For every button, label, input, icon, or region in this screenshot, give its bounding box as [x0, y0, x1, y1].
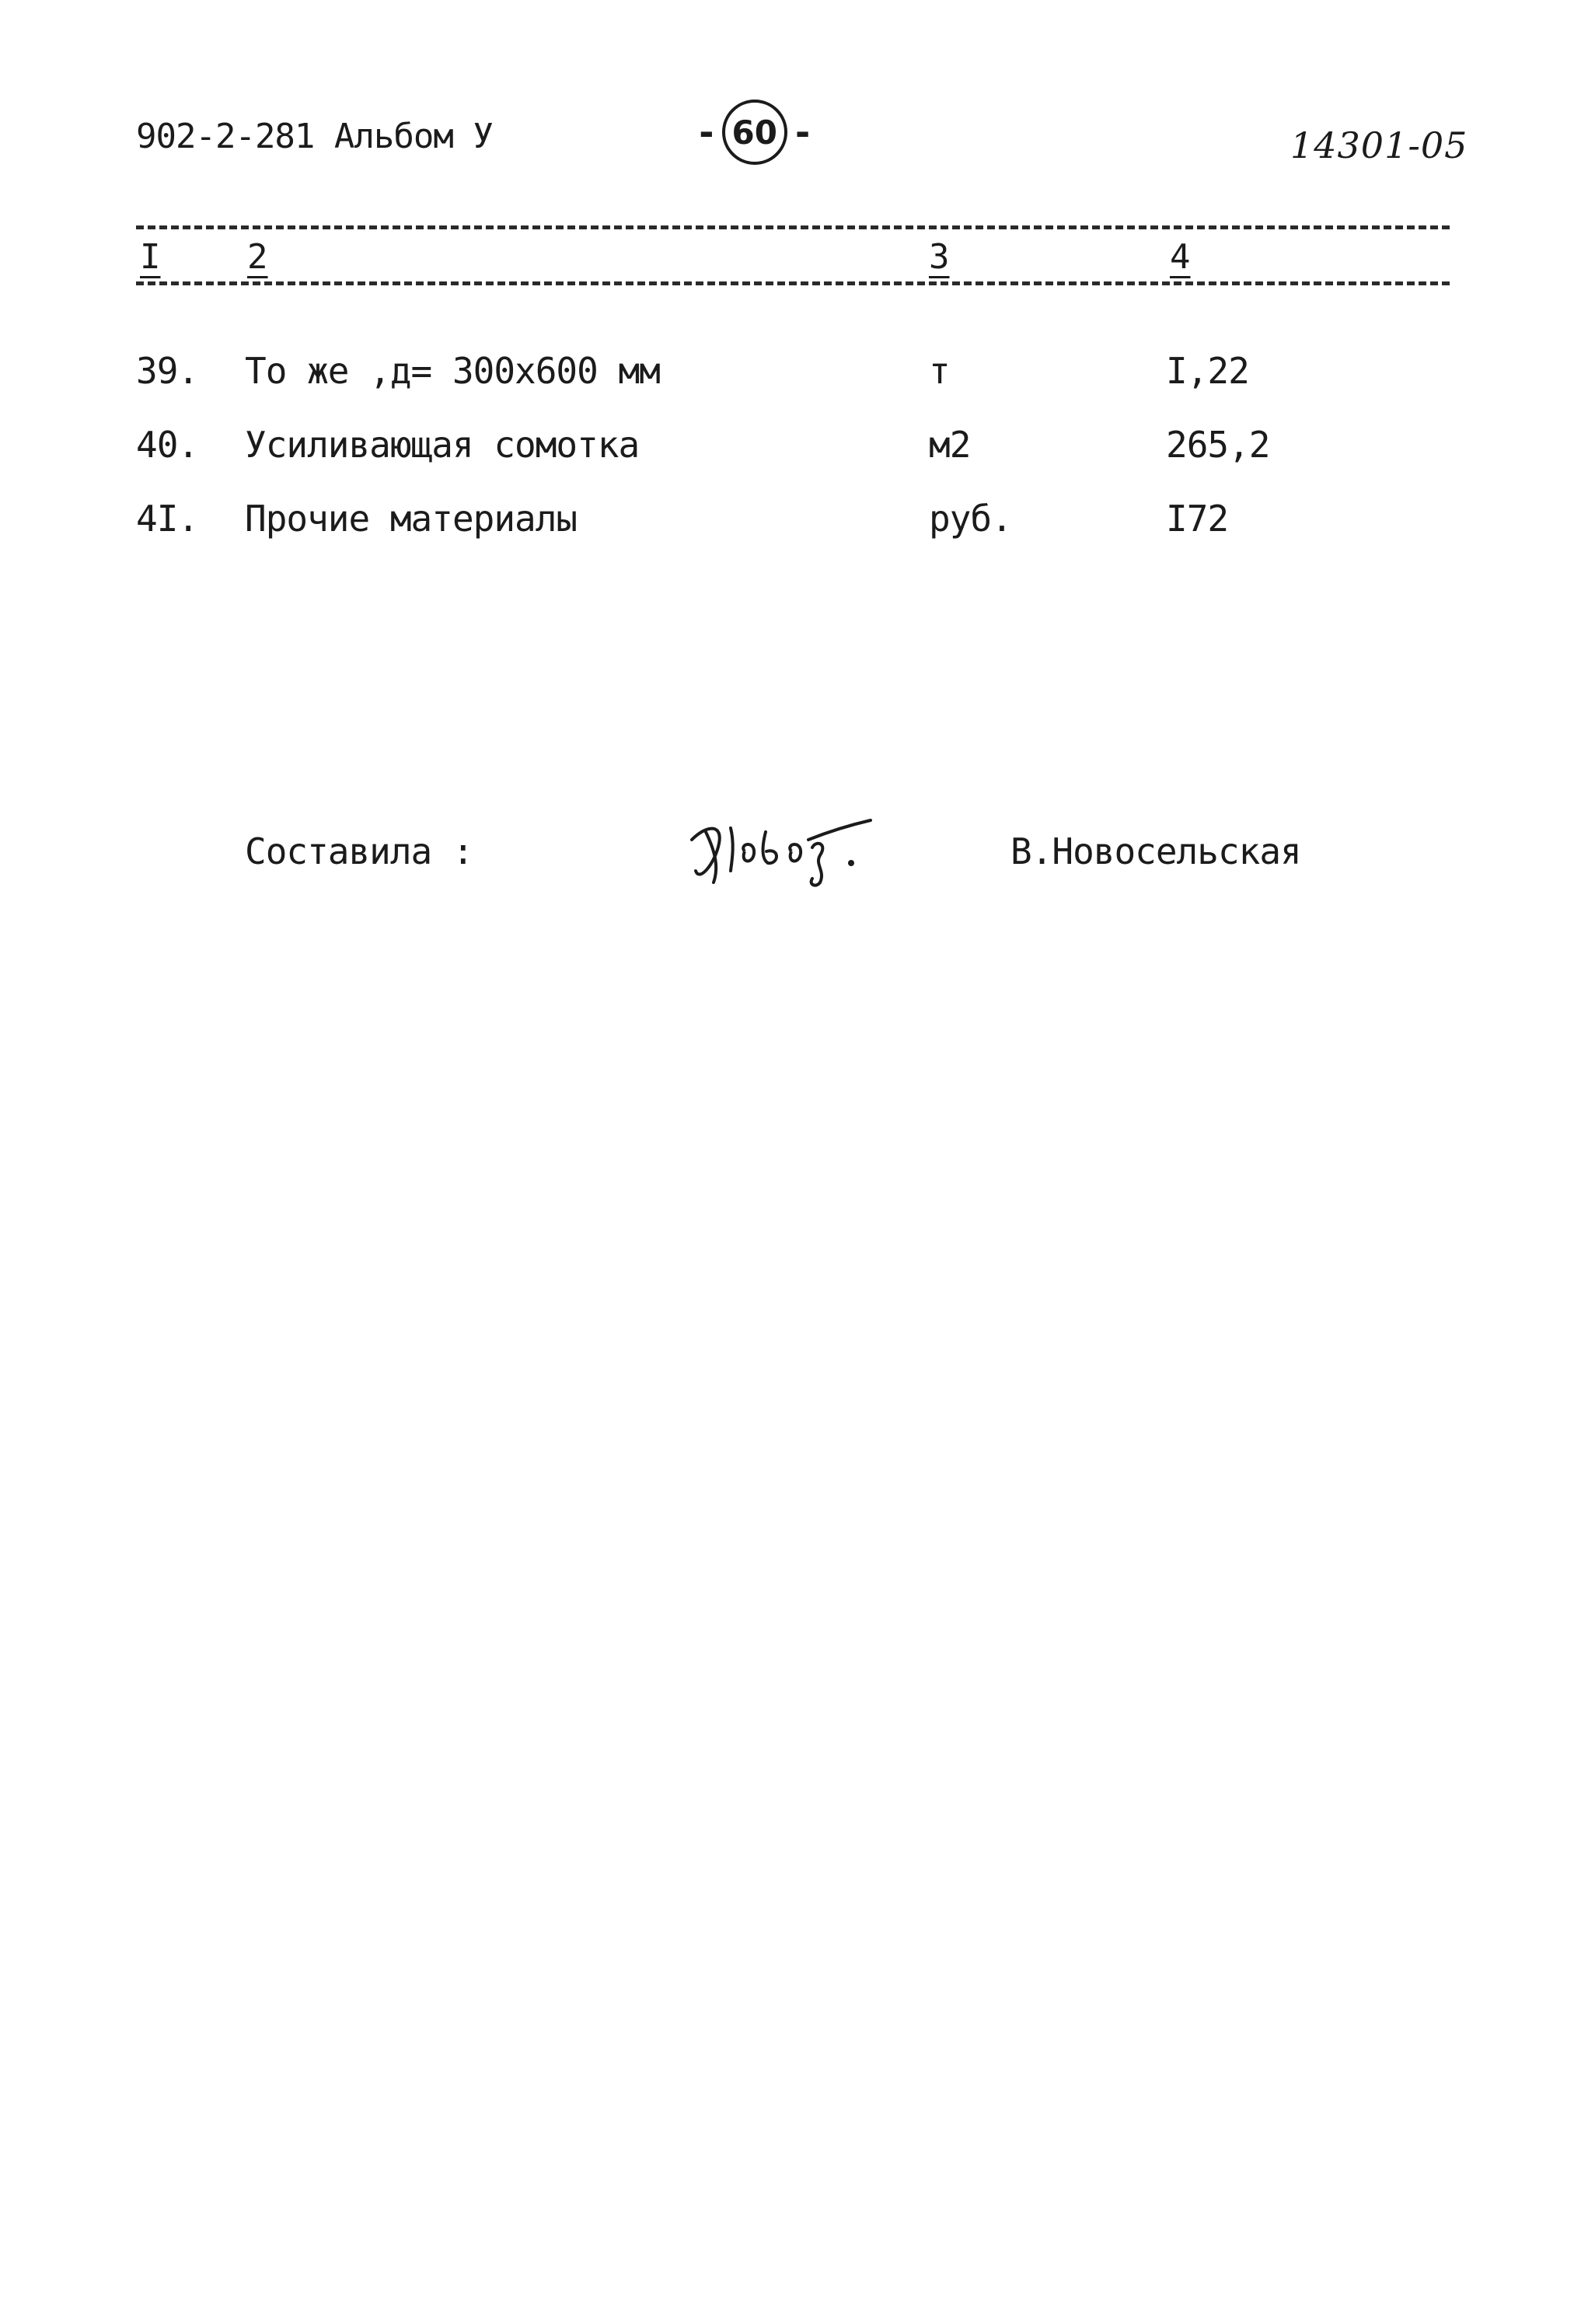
- row-number: 4I.: [136, 498, 199, 540]
- column-header-3: 3: [929, 237, 950, 277]
- table-rule-bottom: [136, 281, 1450, 285]
- row-value: 265,2: [1166, 424, 1270, 466]
- row-name: Прочие материалы: [245, 498, 578, 540]
- row-number: 40.: [136, 424, 199, 466]
- table-rule-top: [136, 225, 1450, 229]
- row-unit: м2: [929, 424, 971, 466]
- row-value: I,22: [1166, 350, 1249, 392]
- page-number-dash-left: -: [696, 111, 717, 153]
- compiler-name: В.Новосельская: [1010, 830, 1301, 872]
- column-header-4: 4: [1170, 237, 1191, 277]
- document-number: 14301-05: [1290, 124, 1468, 166]
- row-value: I72: [1166, 498, 1229, 540]
- signature: [684, 809, 886, 897]
- column-header-1: I: [140, 237, 161, 277]
- row-name: То же ,д= 300х600 мм: [245, 350, 660, 392]
- row-unit: т: [929, 350, 950, 392]
- compiled-by-label: Составила :: [245, 830, 473, 872]
- column-header-2: 2: [247, 237, 268, 277]
- page-number-block: [696, 100, 813, 165]
- row-unit: руб.: [929, 498, 1012, 540]
- document-code: 902-2-281 Альбом У: [136, 117, 493, 156]
- page-number-dash-right: -: [791, 111, 814, 153]
- row-name: Усиливающая сомотка: [245, 424, 640, 466]
- row-number: 39.: [136, 350, 199, 392]
- page-number: 60: [722, 100, 787, 165]
